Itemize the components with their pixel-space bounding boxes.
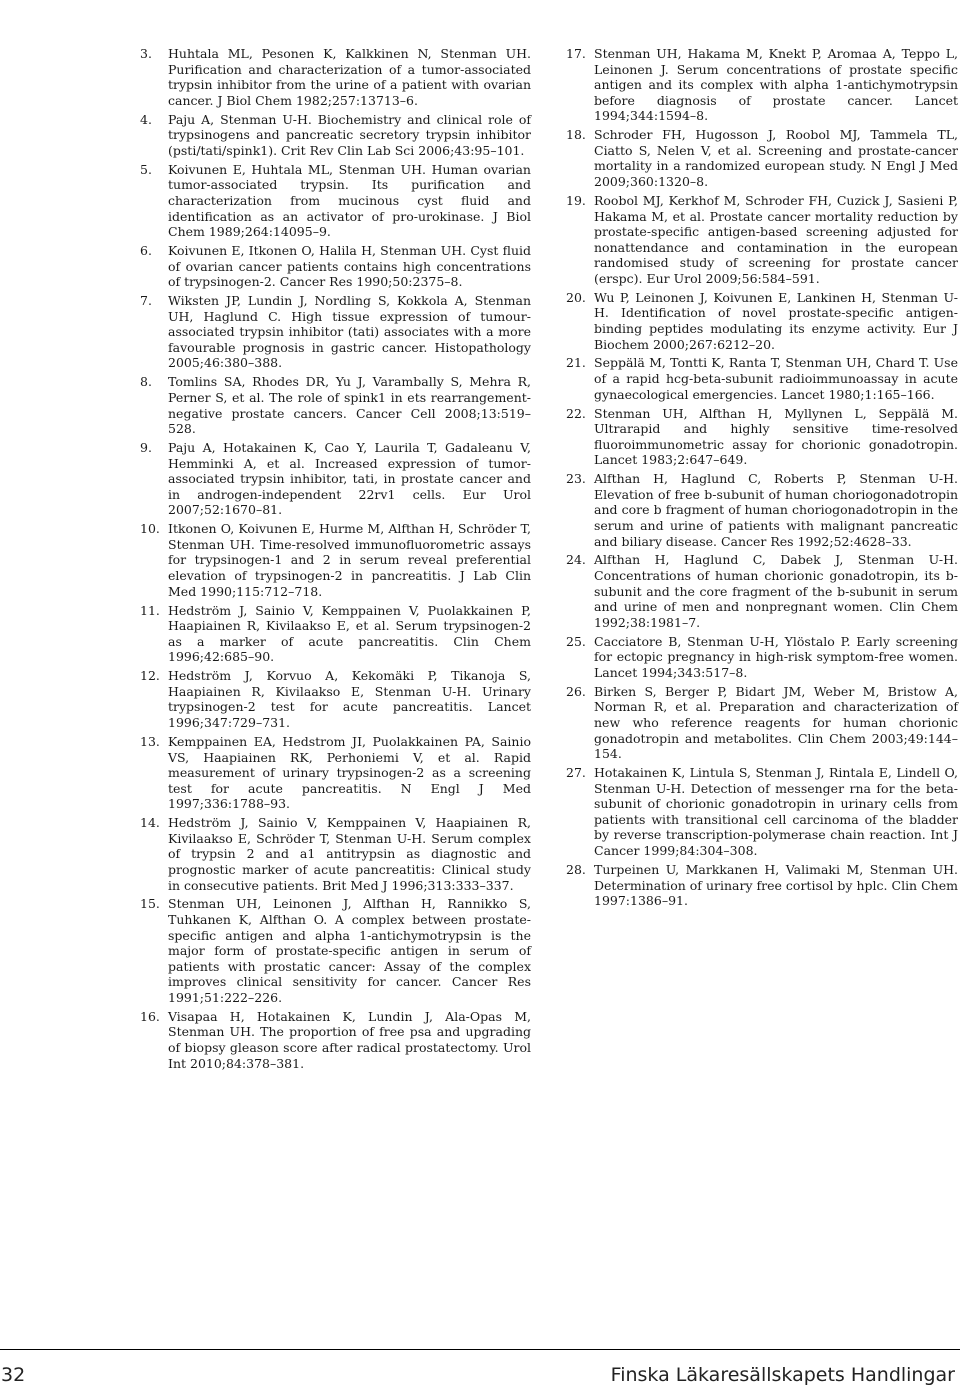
reference-number: 6.: [140, 243, 152, 259]
reference-item: [140, 815, 531, 893]
reference-text: Wiksten JP, Lundin J, Nordling S, Kokkola A, Stenman UH, Haglund C. High tissue expression of tumour-associated trypsin inhibitor (tati) associates with a more favourable prognosis in gastric cancer. Histopathology 2005;46:380–388.: [168, 293, 531, 371]
reference-item: [140, 293, 531, 371]
reference-number: 16.: [140, 1008, 160, 1024]
reference-item: [566, 765, 958, 859]
reference-item: [566, 127, 958, 189]
reference-text: Alfthan H, Haglund C, Dabek J, Stenman U-H. Concentrations of human chorionic gonadotropin, its b-subunit and the core fragment of the b-subunit in serum and urine of men and nonpregnant women. Clin Chem 1992;38:1981–7.: [594, 552, 958, 630]
reference-number: 8.: [140, 374, 152, 390]
reference-number: 10.: [140, 521, 160, 537]
reference-column-left: [140, 46, 531, 1075]
reference-number: 5.: [140, 161, 152, 177]
reference-number: 15.: [140, 896, 160, 912]
reference-list-right: [566, 46, 958, 909]
reference-text: Stenman UH, Leinonen J, Alfthan H, Rannikko S, Tuhkanen K, Alfthan O. A complex between prostate-specific antigen and alpha 1-antichymotrypsin is the major form of prostate-specific antigen in serum of patients with prostatic cancer: Assay of the complex improves clinical sensitivity for cancer. Cancer Res 1991;51:222–226.: [168, 896, 531, 1005]
reference-text: Schroder FH, Hugosson J, Roobol MJ, Tammela TL, Ciatto S, Nelen V, et al. Screening and prostate-cancer mortality in a randomized european study. N Engl J Med 2009;360:1320–8.: [594, 127, 958, 190]
reference-item: [566, 193, 958, 287]
reference-number: 11.: [140, 602, 160, 618]
reference-text: Visapaa H, Hotakainen K, Lundin J, Ala-Opas M, Stenman UH. The proportion of free psa and upgrading of biopsy gleason score after radical prostatectomy. Urol Int 2010;84:378–381.: [168, 1008, 531, 1071]
reference-item: [140, 896, 531, 1005]
reference-number: 12.: [140, 668, 160, 684]
reference-number: 17.: [566, 46, 586, 61]
reference-item: [140, 1009, 531, 1071]
reference-text: Wu P, Leinonen J, Koivunen E, Lankinen H, Stenman U-H. Identification of novel prostate-specific antigen-binding peptides modulating its enzyme activity. Eur J Biochem 2000;267:6212–20.: [594, 289, 958, 352]
reference-number: 24.: [566, 552, 586, 568]
reference-number: 23.: [566, 471, 586, 487]
reference-number: 13.: [140, 733, 160, 749]
reference-text: Cacciatore B, Stenman U-H, Ylöstalo P. Early screening for ectopic pregnancy in high-risk symptom-free women. Lancet 1994;343:517–8.: [594, 633, 958, 680]
journal-name: Finska Läkaresällskapets Handlingar: [610, 1364, 955, 1386]
reference-number: 25.: [566, 633, 586, 649]
reference-text: Kemppainen EA, Hedstrom JI, Puolakkainen PA, Sainio VS, Haapiainen RK, Perhoniemi V, et al. Rapid measurement of urinary trypsinogen-2 as a screening test for acute pancreatitis. N Engl J Med 1997;336:1788–93.: [168, 733, 531, 812]
reference-text: Alfthan H, Haglund C, Roberts P, Stenman U-H. Elevation of free b-subunit of human choriogonadotropin and core b fragment of human choriogonadotropin in the serum and urine of patients with malignant pancreatic and biliary disease. Cancer Res 1992;52:4628–33.: [594, 471, 958, 549]
reference-number: 3.: [140, 46, 152, 61]
reference-item: [140, 162, 531, 240]
reference-text: Koivunen E, Itkonen O, Halila H, Stenman UH. Cyst fluid of ovarian cancer patients contains high concentrations of trypsinogen-2. Cancer Res 1990;50:2375–8.: [168, 243, 531, 290]
reference-number: 19.: [566, 192, 586, 208]
reference-text: Hedström J, Sainio V, Kemppainen V, Puolakkainen P, Haapiainen R, Kivilaakso E, et al. Serum trypsinogen-2 as a marker of acute pancreatitis. Clin Chem 1996;42:685–90.: [168, 602, 531, 665]
page-footer: [0, 1349, 960, 1390]
reference-number: 18.: [566, 127, 586, 143]
reference-number: 7.: [140, 293, 152, 309]
reference-item: [566, 355, 958, 402]
reference-text: Hotakainen K, Lintula S, Stenman J, Rintala E, Lindell O, Stenman U-H. Detection of messenger rna for the beta-subunit of chorionic gonadotropin in urinary cells from patients with transitional cell carcinoma of the bladder by reverse transcription-polymerase chain reaction. Int J Cancer 1999;84:304–308.: [594, 765, 958, 859]
reference-number: 26.: [566, 683, 586, 699]
reference-number: 4.: [140, 111, 152, 127]
reference-item: [566, 290, 958, 352]
reference-text: Koivunen E, Huhtala ML, Stenman UH. Human ovarian tumor-associated trypsin. Its purification and characterization from mucinous cyst fluid and identification as an activator of pro-urokinase. J Biol Chem 1989;264:14095–9.: [168, 161, 531, 240]
reference-text: Paju A, Hotakainen K, Cao Y, Laurila T, Gadaleanu V, Hemminki A, et al. Increased expression of tumor-associated trypsin inhibitor, tati, in prostate cancer and in androgen-independent 22rv1 cells. Eur Urol 2007;52:1670–81.: [168, 440, 531, 518]
page-number: 32: [1, 1364, 26, 1386]
reference-item: [566, 684, 958, 762]
reference-item: [140, 46, 531, 108]
reference-text: Huhtala ML, Pesonen K, Kalkkinen N, Stenman UH. Purification and characterization of a tumor-associated trypsin inhibitor from the urine of a patient with ovarian cancer. J Biol Chem 1982;257:13713–6.: [168, 46, 531, 108]
reference-text: Stenman UH, Alfthan H, Myllynen L, Seppälä M. Ultrarapid and highly sensitive time-resolved fluoroimmunometric assay for chorionic gonadotropin. Lancet 1983;2:647–649.: [594, 405, 958, 468]
reference-text: Itkonen O, Koivunen E, Hurme M, Alfthan H, Schröder T, Stenman UH. Time-resolved immunofluorometric assays for trypsinogen-1 and 2 in serum reveal preferential elevation of trypsinogen-2 in pancreatitis. J Lab Clin Med 1990;115:712–718.: [168, 521, 531, 599]
reference-text: Birken S, Berger P, Bidart JM, Weber M, Bristow A, Norman R, et al. Preparation and characterization of new who reference reagents for human chorionic gonadotropin and metabolites. Clin Chem 2003;49:144–154.: [594, 683, 958, 762]
reference-number: 28.: [566, 861, 586, 877]
reference-item: [566, 46, 958, 124]
reference-item: [140, 521, 531, 599]
reference-list-left: [140, 46, 531, 1071]
reference-text: Hedström J, Sainio V, Kemppainen V, Haapiainen R, Kivilaakso E, Schröder T, Stenman U-H. Serum complex of trypsin 2 and a1 antitrypsin as diagnostic and prognostic marker of acute pancreatitis: Clinical study in consecutive patients. Brit Med J 1996;313:333–337.: [168, 815, 531, 893]
reference-item: [566, 634, 958, 681]
reference-number: 9.: [140, 440, 152, 456]
reference-item: [140, 374, 531, 436]
reference-item: [566, 471, 958, 549]
reference-number: 21.: [566, 355, 586, 371]
reference-column-right: [566, 46, 958, 912]
reference-text: Seppälä M, Tontti K, Ranta T, Stenman UH, Chard T. Use of a rapid hcg-beta-subunit radioimmunoassay in acute gynaecological emergencies. Lancet 1980;1:165–166.: [594, 355, 958, 402]
reference-item: [566, 552, 958, 630]
reference-text: Roobol MJ, Kerkhof M, Schroder FH, Cuzick J, Sasieni P, Hakama M, et al. Prostate cancer mortality reduction by prostate-specific antigen-based screening adjusted for nonattendance and contamination in the european randomised study of screening for prostate cancer (erspc). Eur Urol 2009;56:584–591.: [594, 192, 958, 286]
reference-item: [140, 668, 531, 730]
reference-item: [140, 243, 531, 290]
reference-item: [140, 440, 531, 518]
reference-text: Turpeinen U, Markkanen H, Valimaki M, Stenman UH. Determination of urinary free cortisol by hplc. Clin Chem 1997:1386–91.: [594, 861, 958, 909]
reference-item: [140, 603, 531, 665]
reference-number: 27.: [566, 765, 586, 781]
reference-number: 14.: [140, 815, 160, 831]
reference-item: [140, 112, 531, 159]
reference-item: [566, 862, 958, 909]
reference-number: 20.: [566, 289, 586, 305]
reference-text: Hedström J, Korvuo A, Kekomäki P, Tikanoja S, Haapiainen R, Kivilaakso E, Stenman U-H. Urinary trypsinogen-2 test for acute pancreatitis. Lancet 1996;347:729–731.: [168, 668, 531, 731]
reference-number: 22.: [566, 405, 586, 421]
reference-item: [140, 734, 531, 812]
reference-item: [566, 406, 958, 468]
reference-text: Stenman UH, Hakama M, Knekt P, Aromaa A, Teppo L, Leinonen J. Serum concentrations of prostate specific antigen and its complex with alpha 1-antichymotrypsin before diagnosis of prostate cancer. Lancet 1994;344:1594–8.: [594, 46, 958, 124]
reference-text: Tomlins SA, Rhodes DR, Yu J, Varambally S, Mehra R, Perner S, et al. The role of spink1 in ets rearrangement-negative prostate cancers. Cancer Cell 2008;13:519–528.: [168, 374, 531, 437]
reference-text: Paju A, Stenman U-H. Biochemistry and clinical role of trypsinogens and pancreatic secretory trypsin inhibitor (psti/tati/spink1). Crit Rev Clin Lab Sci 2006;43:95–101.: [168, 111, 531, 158]
